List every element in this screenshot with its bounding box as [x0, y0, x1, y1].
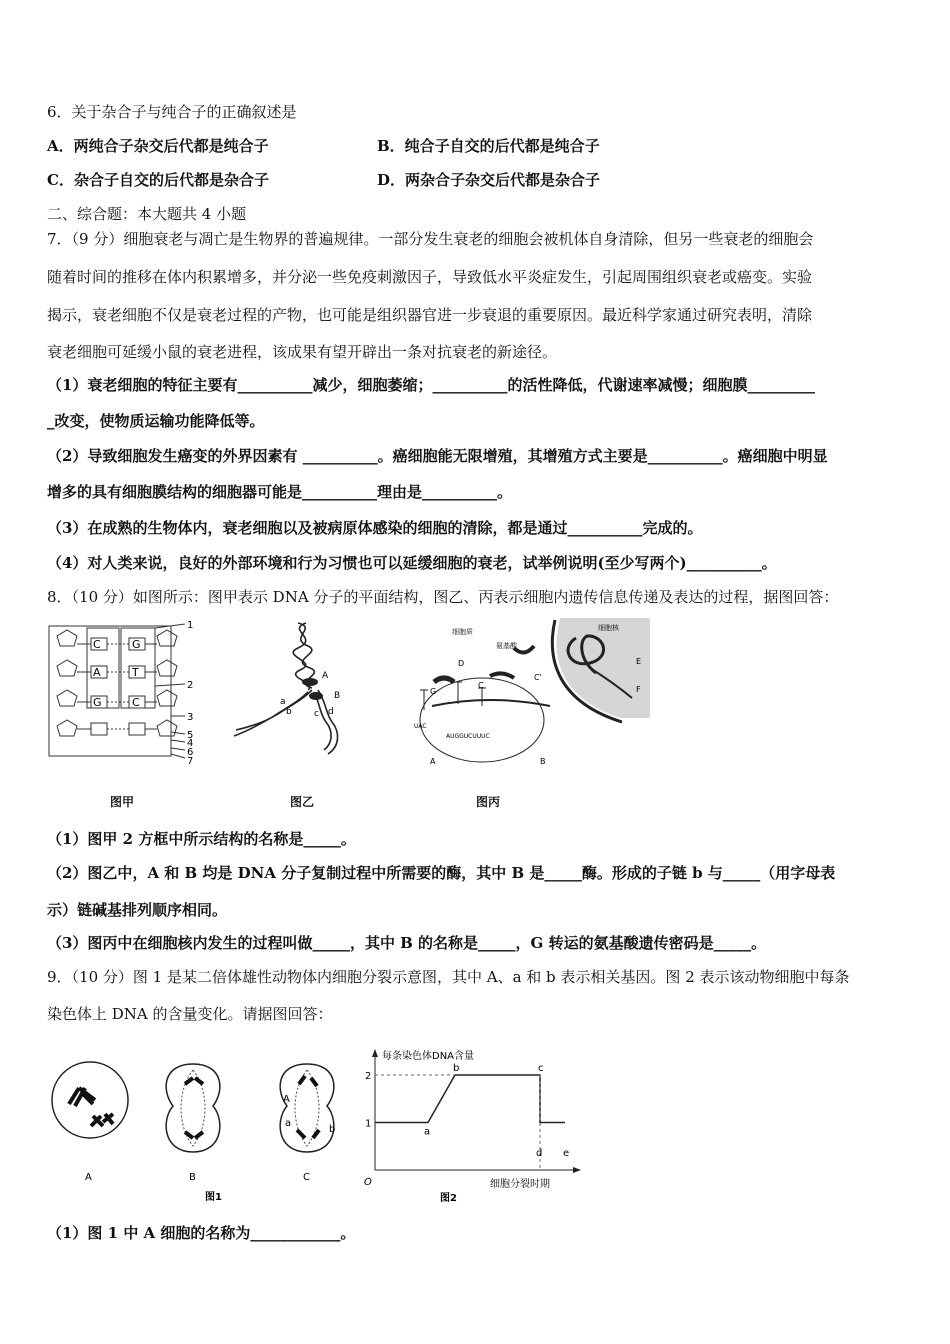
- label-B-bing: B: [540, 757, 546, 766]
- section-heading: 二、综合题：本大题共 4 小题: [47, 205, 247, 223]
- q8-sub2-line1: （2）图乙中，A 和 B 均是 DNA 分子复制过程中所需要的酶，其中 B 是_____酶。形成的子链 b 与_____（用字母表: [47, 864, 836, 882]
- base-left-3: G: [93, 696, 102, 709]
- label-amino-acid: 氨基酸: [496, 642, 517, 650]
- q6-option-a[interactable]: A．两纯合子杂交后代都是纯合子: [47, 137, 269, 155]
- point-label-c: c: [538, 1063, 544, 1074]
- dna-content-series-line: [375, 1075, 565, 1123]
- base-left-1: C: [93, 638, 101, 651]
- gene-a: a: [285, 1118, 292, 1129]
- label-7: 7: [187, 756, 194, 767]
- y-axis-label: 每条染色体DNA含量: [382, 1051, 475, 1062]
- label-a: a: [280, 697, 286, 707]
- figure-dna-replication: [228, 618, 368, 758]
- q7-paragraph-3: 揭示，衰老细胞不仅是衰老过程的产物，也可能是组织器官进一步衰退的重要原因。最近科学家通过研究表明，清除: [47, 306, 813, 324]
- q7-paragraph-1: 7．（9 分）细胞衰老与凋亡是生物界的普遍规律。一部分发生衰老的细胞会被机体自身清除，但另一些衰老的细胞会: [47, 230, 814, 248]
- q7-paragraph-4: 衰老细胞可延缓小鼠的衰老进程，该成果有望开辟出一条对抗衰老的新途径。: [47, 343, 558, 361]
- label-4: 4: [187, 738, 194, 749]
- label-3: 3: [187, 712, 194, 723]
- label-b: b: [286, 707, 292, 717]
- base-right-2: T: [132, 666, 139, 679]
- label-1: 1: [187, 620, 194, 631]
- label-E: E: [636, 657, 642, 666]
- q7-sub2-line1: （2）导致细胞发生癌变的外界因素有 __________。癌细胞能无限增殖，其增殖方式主要是__________。癌细胞中明显: [47, 447, 828, 465]
- label-C-prime: C': [534, 673, 542, 682]
- q9-paragraph-1: 9．（10 分）图 1 是某二倍体雄性动物体内细胞分裂示意图，其中 A、a 和 b 表示相关基因。图 2 表示该动物细胞中每条: [47, 968, 850, 986]
- cell-B-label: B: [189, 1172, 196, 1183]
- label-G: G: [430, 687, 437, 696]
- q7-paragraph-2: 随着时间的推移在体内积累增多，并分泌一些免疫刺激因子，导致低水平炎症发生，引起周围组织衰老或癌变。实验: [47, 268, 813, 286]
- label-2: 2: [187, 680, 194, 691]
- q7-sub1-line2: _改变，使物质运输功能降低等。: [47, 412, 265, 430]
- q8-stem: 8．（10 分）如图所示：图甲表示 DNA 分子的平面结构，图乙、丙表示细胞内遗传信息传递及表达的过程，据图回答：: [47, 588, 839, 606]
- y-tick-2: 2: [365, 1071, 372, 1082]
- base-right-3: C: [132, 696, 140, 709]
- fig2-caption: 图2: [440, 1193, 457, 1204]
- cell-C-label: C: [303, 1172, 310, 1183]
- label-5: 5: [187, 730, 194, 741]
- y-tick-1: 1: [365, 1118, 372, 1130]
- figure-dna-content-chart: [360, 1045, 590, 1205]
- cell-A-label: A: [85, 1172, 92, 1183]
- base-right-1: G: [132, 638, 141, 651]
- base-left-2: A: [93, 666, 101, 679]
- q6-stem: 6．关于杂合子与纯合子的正确叙述是: [47, 103, 297, 121]
- q9-paragraph-2: 染色体上 DNA 的含量变化。请据图回答：: [47, 1005, 333, 1023]
- q7-sub4: （4）对人类来说，良好的外部环境和行为习惯也可以延缓细胞的衰老，试举例说明(至少写两个)__________。: [47, 554, 777, 572]
- label-d: d: [328, 707, 334, 717]
- label-A-bing: A: [430, 757, 436, 766]
- label-D: D: [458, 659, 465, 668]
- q9-sub1: （1）图 1 中 A 细胞的名称为____________。: [47, 1224, 356, 1242]
- label-B: B: [334, 691, 341, 701]
- label-anticodon: UAC: [414, 723, 427, 730]
- q7-sub1-line1: （1）衰老细胞的特征主要有__________减少，细胞萎缩；__________的活性降低，代谢速率减慢；细胞膜_________: [47, 376, 815, 394]
- point-label-a: a: [424, 1126, 431, 1138]
- origin-label: O: [364, 1177, 372, 1188]
- x-axis-label: 细胞分裂时期: [490, 1179, 550, 1190]
- q8-sub2-line2: 示）链碱基排列顺序相同。: [47, 901, 228, 919]
- label-nucleus: 细胞核: [598, 624, 619, 632]
- gene-A: A: [283, 1094, 290, 1105]
- point-label-b: b: [453, 1063, 460, 1074]
- q6-option-b[interactable]: B．纯合子自交的后代都是纯合子: [377, 137, 600, 155]
- fig1-caption: 图1: [205, 1192, 222, 1203]
- point-label-e: e: [563, 1148, 570, 1159]
- q6-option-c[interactable]: C．杂合子自交的后代都是杂合子: [47, 171, 269, 189]
- point-label-d: d: [536, 1148, 543, 1159]
- caption-bing: 图丙: [476, 795, 501, 809]
- q7-sub3: （3）在成熟的生物体内，衰老细胞以及被病原体感染的细胞的清除，都是通过__________完成的。: [47, 519, 703, 537]
- gene-b: b: [329, 1124, 336, 1135]
- figure-cell-division: [45, 1060, 355, 1205]
- label-F: F: [636, 685, 641, 694]
- q8-sub1: （1）图甲 2 方框中所示结构的名称是_____。: [47, 830, 356, 848]
- caption-yi: 图乙: [290, 795, 315, 809]
- figure-dna-structure: [45, 618, 210, 773]
- label-cytoplasm: 细胞质: [452, 628, 473, 636]
- label-A: A: [322, 671, 329, 681]
- label-6: 6: [187, 747, 194, 758]
- q8-sub3: （3）图丙中在细胞核内发生的过程叫做_____，其中 B 的名称是_____，G 转运的氨基酸遗传密码是_____。: [47, 934, 767, 952]
- label-C: C: [478, 681, 484, 690]
- label-mrna-seq: AUGGUCUUUC: [446, 733, 490, 740]
- q7-sub2-line2: 增多的具有细胞膜结构的细胞器可能是__________理由是__________。: [47, 483, 513, 501]
- figure-gene-expression: [410, 618, 650, 768]
- q6-option-d[interactable]: D．两杂合子杂交后代都是杂合子: [377, 171, 601, 189]
- label-c: c: [314, 709, 319, 719]
- caption-jia: 图甲: [110, 795, 135, 809]
